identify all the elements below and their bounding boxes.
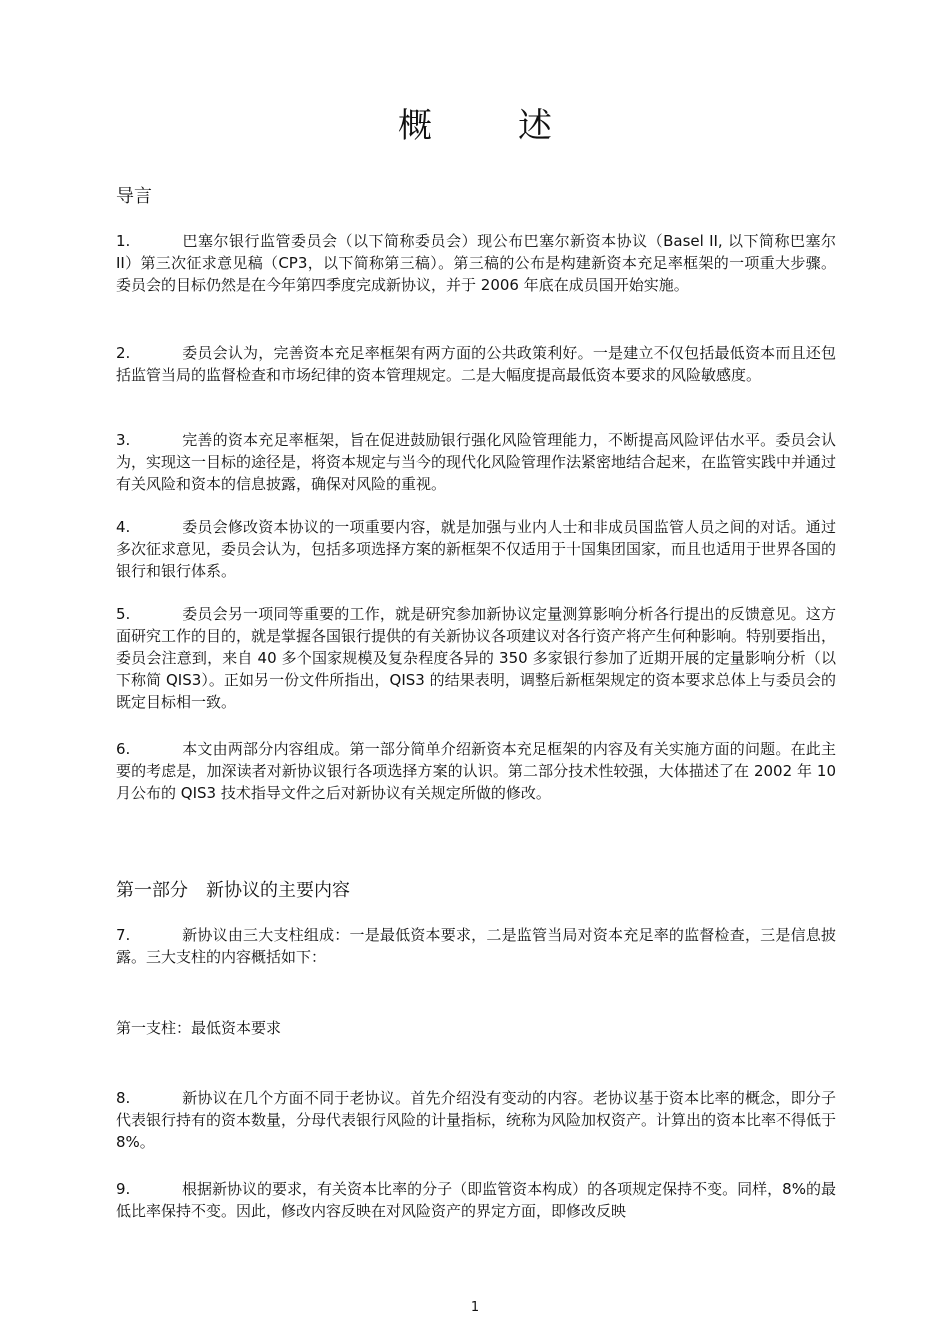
paragraph-4 [116, 516, 836, 582]
section-heading-pillar1: 第一支柱：最低资本要求 [116, 1019, 282, 1037]
paragraph-8 [116, 1087, 836, 1153]
page-number: 1 [470, 1300, 480, 1315]
page-title: 概 述 [398, 106, 578, 146]
paragraph-text: 本文由两部分内容组成。第一部分简单介绍新资本充足框架的内容及有关实施方面的问题。在此主要的考虑是，加深读者对新协议银行各项选择方案的认识。第二部分技术性较强，大体描述了在 2002 年 10 月公布的 QIS3 技术指导文件之后对新协议有关规定所做的修改。 [116, 740, 836, 802]
paragraph-text: 根据新协议的要求，有关资本比率的分子（即监管资本构成）的各项规定保持不变。同样，8%的最低比率保持不变。因此，修改内容反映在对风险资产的界定方面，即修改反映 [116, 1180, 836, 1220]
paragraph-number: 1. [116, 232, 131, 250]
paragraph-text: 巴塞尔银行监管委员会（以下简称委员会）现公布巴塞尔新资本协议（Basel II, 以下简称巴塞尔 II）第三次征求意见稿（CP3，以下简称第三稿）。第三稿的公布是构建新资本充足率框架的一项重大步骤。委员会的目标仍然是在今年第四季度完成新协议，并于 2006 年底在成员国开始实施。 [116, 232, 836, 294]
paragraph-number: 4. [116, 518, 131, 536]
paragraph-number: 9. [116, 1180, 131, 1198]
section-heading-intro: 导言 [116, 186, 152, 207]
paragraph-text: 委员会修改资本协议的一项重要内容，就是加强与业内人士和非成员国监管人员之间的对话。通过多次征求意见，委员会认为，包括多项选择方案的新框架不仅适用于十国集团国家，而且也适用于世界各国的银行和银行体系。 [116, 518, 837, 580]
paragraph-text: 委员会另一项同等重要的工作，就是研究参加新协议定量测算影响分析各行提出的反馈意见。这方面研究工作的目的，就是掌握各国银行提供的有关新协议各项建议对各行资产将产生何种影响。特别要指出，委员会注意到，来自 40 多个国家规模及复杂程度各异的 350 多家银行参加了近期开展的定量影响分析（以下称简 QIS3）。正如另一份文件所指出，QIS3 的结果表明，调整后新框架规定的资本要求总体上与委员会的既定目标相一致。 [116, 605, 837, 711]
paragraph-number: 5. [116, 605, 131, 623]
paragraph-3 [116, 429, 836, 495]
paragraph-number: 3. [116, 431, 131, 449]
paragraph-text: 新协议在几个方面不同于老协议。首先介绍没有变动的内容。老协议基于资本比率的概念，即分子代表银行持有的资本数量，分母代表银行风险的计量指标，统称为风险加权资产。计算出的资本比率不得低于 8%。 [116, 1089, 837, 1151]
paragraph-text: 新协议由三大支柱组成：一是最低资本要求，二是监管当局对资本充足率的监督检查，三是信息披露。三大支柱的内容概括如下： [116, 926, 836, 966]
section-heading-part1: 第一部分 新协议的主要内容 [116, 880, 350, 901]
paragraph-2 [116, 342, 836, 386]
paragraph-7 [116, 924, 836, 968]
paragraph-number: 6. [116, 740, 131, 758]
paragraph-1 [116, 230, 836, 296]
paragraph-9 [116, 1178, 836, 1222]
paragraph-5 [116, 603, 836, 713]
paragraph-number: 7. [116, 926, 131, 944]
paragraph-text: 完善的资本充足率框架，旨在促进鼓励银行强化风险管理能力，不断提高风险评估水平。委员会认为，实现这一目标的途径是，将资本规定与当今的现代化风险管理作法紧密地结合起来，在监管实践中并通过有关风险和资本的信息披露，确保对风险的重视。 [116, 431, 837, 493]
paragraph-6 [116, 738, 836, 804]
paragraph-number: 2. [116, 344, 131, 362]
paragraph-number: 8. [116, 1089, 131, 1107]
paragraph-text: 委员会认为，完善资本充足率框架有两方面的公共政策利好。一是建立不仅包括最低资本而且还包括监管当局的监督检查和市场纪律的资本管理规定。二是大幅度提高最低资本要求的风险敏感度。 [116, 344, 836, 384]
